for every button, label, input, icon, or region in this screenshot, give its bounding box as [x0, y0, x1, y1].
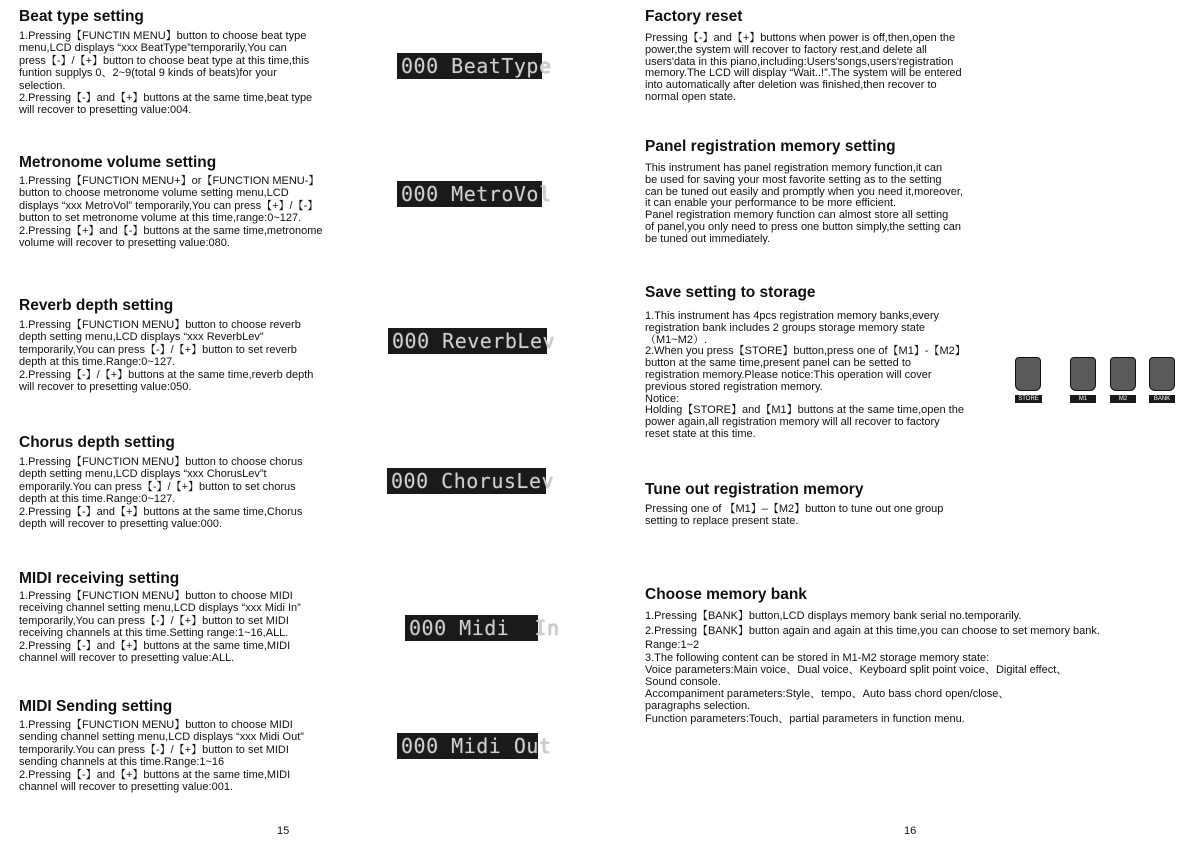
page-number-right: 16 [904, 825, 917, 837]
m2-button-label: M2 [1110, 395, 1136, 403]
section-title-chorus-depth: Chorus depth setting [19, 434, 175, 451]
section-body-factory-reset: Pressing【-】and【+】buttons when power is off,then,open the power,the system will recover to factory rest,and delete all users'data in this piano,including:Users'songs,users'registration memory.The LCD will display “Wait..!”.The system will be entered into automatically after deletion was finished,then recover to normal open state. [645, 32, 962, 103]
bank-button-label: BANK [1149, 395, 1175, 403]
section-title-beat-type: Beat type setting [19, 8, 144, 25]
section-body-reverb-depth: 1.Pressing【FUNCTION MENU】button to choose reverb depth setting menu,LCD displays “xxx ReverbLev” temporarily,You can press【-】/【+】button to set reverb depth at this time.Range:0~127. 2.Pressing【-】/【+】buttons at the same time,reverb depth will recover to presetting value:050. [19, 319, 314, 394]
bank-button-cap [1149, 357, 1175, 391]
store-button-label: STORE [1015, 395, 1042, 403]
section-body-metronome-volume: 1.Pressing【FUNCTION MENU+】or【FUNCTION MENU-】 button to choose metronome volume setting menu,LCD displays “xxx MetroVol” temporarily,You can press【+】/【-】 button to set metronome volume at this time,range:0~127. 2.Pressing【+】and【-】buttons at the same time,metronome volume will recover to presetting value:080. [19, 175, 323, 250]
m1-button-cap [1070, 357, 1096, 391]
section-title-reverb-depth: Reverb depth setting [19, 297, 174, 314]
lcd-display-chorus-depth: 000 ChorusLev [387, 468, 546, 494]
section-body-save-setting: 1.This instrument has 4pcs registration memory banks,every registration bank includes 2 groups storage memory state （M1~M2）. 2.When you press【STORE】button,press one of【M1】-【M2】 button at the same time,present panel can be setted to registration memory.Please notice:This operation will cover previous stored registration memory. Notice: Holding【STORE】and【M1】buttons at the same time,open the power again,all registration memory will all recover to factory reset state at this time. [645, 310, 966, 440]
lcd-display-metronome-volume: 000 MetroVol [397, 181, 542, 207]
section-title-panel-registration: Panel registration memory setting [645, 138, 896, 155]
section-title-midi-sending: MIDI Sending setting [19, 698, 173, 715]
m1-button-label: M1 [1070, 395, 1096, 403]
section-body-midi-sending: 1.Pressing【FUNCTION MENU】button to choose MIDI sending channel setting menu,LCD displays “xxx Midi Out” temporarily.You can press【-】/【+】button to set MIDI sending channels at this time.Range:1~16 2.Pressing【-】and【+】buttons at the same time,MIDI channel will recover to presetting value:001. [19, 719, 304, 794]
section-body-chorus-depth: 1.Pressing【FUNCTION MENU】button to choose chorus depth setting menu,LCD displays “xxx ChorusLev”t emporarily.You can press【-】/【+】button to set chorus depth at this time.Range:0~127. 2.Pressing【-】and【+】buttons at the same time,Chorus depth will recover to presetting value:000. [19, 456, 303, 531]
section-body-midi-receiving: 1.Pressing【FUNCTION MENU】button to choose MIDI receiving channel setting menu,LCD displays “xxx Midi In” temporarily,You can press【-】/【+】button to set MIDI receiving channels at this time.Setting range:1~16,ALL. 2.Pressing【-】and【+】buttons at the same time,MIDI channel will recover to presetting value:ALL. [19, 590, 301, 665]
section-body-panel-registration: This instrument has panel registration memory function,it can be used for saving your most favorite setting as to the setting can be tuned out easily and promptly when you need it,moreover, it can enable your performance to be more efficient. Panel registration memory function can almost store all setting of panel,you only need to press one button simply,the setting can be tuned out immediately. [645, 162, 963, 245]
section-body-choose-memory-bank: 1.Pressing【BANK】button,LCD displays memory bank serial no.temporarily. 2.Pressing【BANK】button again and again at this time,you can choose to set memory bank. Range:1~2 3.The following content can be stored in M1-M2 storage memory state: Voice parameters:Main voice、Dual voice、Keyboard split point voice、Digital effect、 Sound console. Accompaniment parameters:Style、tempo、Auto bass chord open/close、 paragraphs selection. Function parameters:Touch、partial parameters in function menu. [645, 610, 1100, 725]
section-body-tune-out: Pressing one of 【M1】–【M2】button to tune out one group setting to replace present state. [645, 503, 944, 527]
section-title-midi-receiving: MIDI receiving setting [19, 570, 180, 587]
lcd-display-midi-out: 000 Midi Out [397, 733, 538, 759]
lcd-display-beat-type: 000 BeatType [397, 53, 542, 79]
page-number-left: 15 [277, 825, 290, 837]
m2-button-cap [1110, 357, 1136, 391]
section-title-factory-reset: Factory reset [645, 8, 743, 25]
section-title-choose-memory-bank: Choose memory bank [645, 586, 807, 603]
section-title-metronome-volume: Metronome volume setting [19, 154, 217, 171]
lcd-display-reverb-depth: 000 ReverbLev [388, 328, 547, 354]
section-body-beat-type: 1.Pressing【FUNCTIN MENU】button to choose beat type menu,LCD displays “xxx BeatType”temporarily,You can press【-】/【+】button to choose beat type at this time,this funtion supplys 0、2~9(total 9 kinds of beats)for your selection. 2.Pressing【-】and【+】buttons at the same time,beat type will recover to presetting value:004. [19, 30, 313, 117]
lcd-display-midi-in: 000 Midi In [405, 615, 538, 641]
store-button-cap [1015, 357, 1041, 391]
section-title-save-setting: Save setting to storage [645, 284, 816, 301]
section-title-tune-out: Tune out registration memory [645, 481, 864, 498]
